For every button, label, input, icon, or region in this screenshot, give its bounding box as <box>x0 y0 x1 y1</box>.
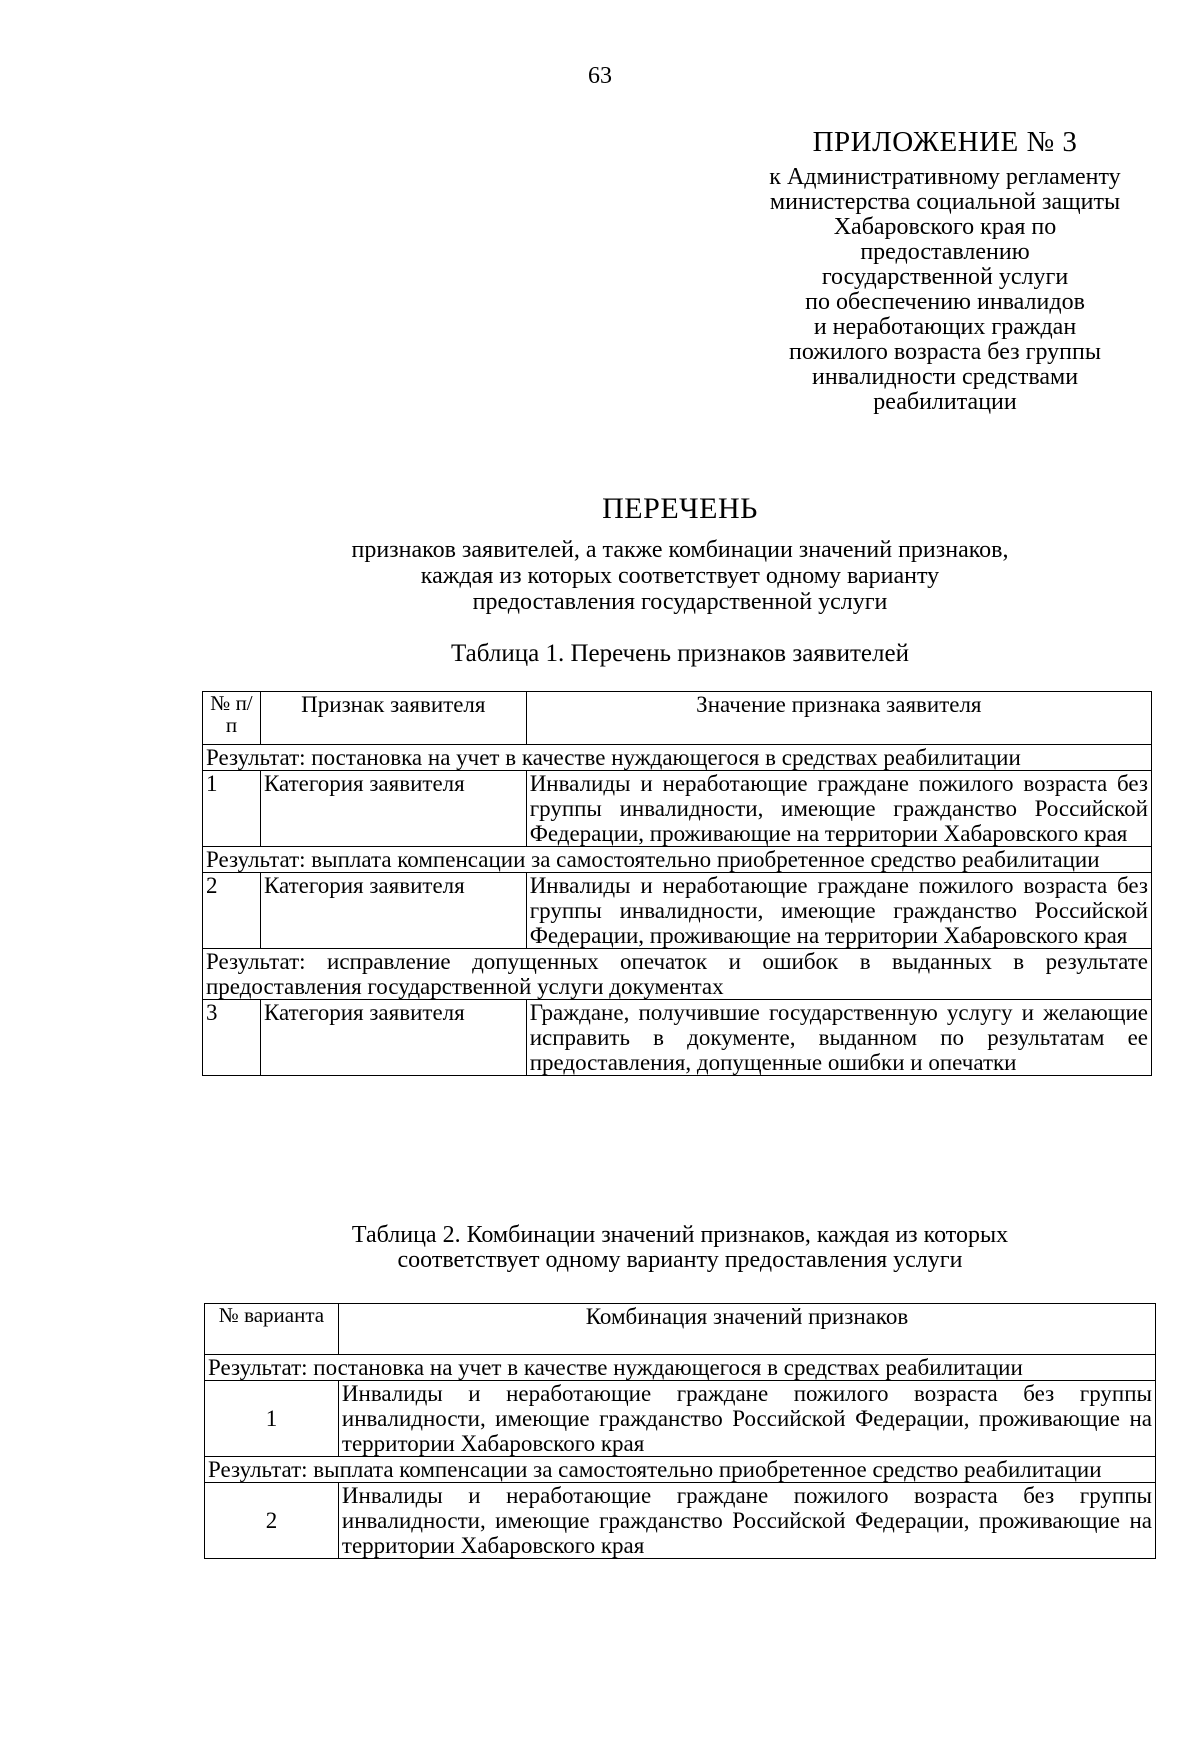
subheading-line: предоставления государственной услуги <box>472 589 888 615</box>
table1-header-value: Значение признака заявителя <box>526 692 1151 745</box>
subheading-line: признаков заявителей, а также комбинации значений признаков, <box>351 537 1009 563</box>
document-heading: ПЕРЕЧЕНЬ <box>602 492 758 525</box>
table1-caption: Таблица 1. Перечень признаков заявителей <box>451 640 909 667</box>
appendix-line: к Административному регламенту <box>769 164 1121 190</box>
table1 <box>202 691 1152 1076</box>
appendix-line: пожилого возраста без группы <box>789 339 1101 365</box>
appendix-line: Хабаровского края по <box>833 214 1057 240</box>
appendix-line: предоставлению <box>860 239 1030 265</box>
table2 <box>204 1303 1156 1559</box>
appendix-block <box>745 125 1145 415</box>
table1-row <box>203 1000 1152 1076</box>
appendix-line: и неработающих граждан <box>813 314 1077 340</box>
appendix-title: ПРИЛОЖЕНИЕ № 3 <box>812 126 1078 158</box>
appendix-line: по обеспечению инвалидов <box>805 289 1085 315</box>
table1-header-feature: Признак заявителя <box>260 692 526 745</box>
table1-result-text: Результат: постановка на учет в качестве нуждающегося в средствах реабилитации <box>203 745 1152 771</box>
appendix-line: инвалидности средствами <box>811 364 1079 390</box>
table1-cell-feature: Категория заявителя <box>260 873 526 949</box>
table1-row <box>203 873 1152 949</box>
table1-result-row <box>203 847 1152 873</box>
table1-result-row <box>203 745 1152 771</box>
table2-row <box>205 1483 1156 1559</box>
table1-cell-feature: Категория заявителя <box>260 1000 526 1076</box>
table2-cell-combination: Инвалиды и неработающие граждане пожилого возраста без группы инвалидности, имеющие гражданство Российской Федерации, проживающие на территории Хабаровского края <box>338 1381 1155 1457</box>
table1-header-num: № п/п <box>203 692 261 745</box>
subheading-line: каждая из которых соответствует одному варианту <box>420 563 940 589</box>
table1-result-text: Результат: исправление допущенных опечаток и ошибок в выданных в результате предоставления государственной услуги документах <box>203 949 1152 1000</box>
table1-cell-value: Инвалиды и неработающие граждане пожилого возраста без группы инвалидности, имеющие гражданство Российской Федерации, проживающие на территории Хабаровского края <box>526 873 1151 949</box>
table2-result-row <box>205 1457 1156 1483</box>
table1-cell-value: Граждане, получившие государственную услугу и желающие исправить в документе, выданном по результатам ее предоставления, допущенные ошибки и опечатки <box>526 1000 1151 1076</box>
table2-caption-line: соответствует одному варианту предоставления услуги <box>397 1247 963 1273</box>
appendix-line: реабилитации <box>873 389 1017 415</box>
table2-cell-num: 1 <box>205 1381 339 1457</box>
table2-header-row <box>205 1304 1156 1355</box>
table1-cell-num: 3 <box>203 1000 261 1076</box>
table1-cell-num: 1 <box>203 771 261 847</box>
document-subheading <box>200 537 1160 615</box>
appendix-line: министерства социальной защиты <box>769 189 1121 215</box>
table2-header-num: № варианта <box>205 1304 339 1355</box>
table2-cell-combination: Инвалиды и неработающие граждане пожилого возраста без группы инвалидности, имеющие гражданство Российской Федерации, проживающие на территории Хабаровского края <box>338 1483 1155 1559</box>
appendix-line: государственной услуги <box>821 264 1069 290</box>
table2-result-text: Результат: выплата компенсации за самостоятельно приобретенное средство реабилитации <box>205 1457 1156 1483</box>
table2-row <box>205 1381 1156 1457</box>
table1-cell-num: 2 <box>203 873 261 949</box>
page-number: 63 <box>588 63 612 89</box>
table2-cell-num: 2 <box>205 1483 339 1559</box>
table2-result-row <box>205 1355 1156 1381</box>
table1-result-row <box>203 949 1152 1000</box>
table1-cell-feature: Категория заявителя <box>260 771 526 847</box>
table2-caption-line: Таблица 2. Комбинации значений признаков, каждая из которых <box>351 1222 1009 1248</box>
table1-row <box>203 771 1152 847</box>
table1-cell-value: Инвалиды и неработающие граждане пожилого возраста без группы инвалидности, имеющие гражданство Российской Федерации, проживающие на территории Хабаровского края <box>526 771 1151 847</box>
table2-caption <box>200 1223 1160 1273</box>
table2-result-text: Результат: постановка на учет в качестве нуждающегося в средствах реабилитации <box>205 1355 1156 1381</box>
table2-header-combination: Комбинация значений признаков <box>338 1304 1155 1355</box>
table1-result-text: Результат: выплата компенсации за самостоятельно приобретенное средство реабилитации <box>203 847 1152 873</box>
table1-header-row <box>203 692 1152 745</box>
